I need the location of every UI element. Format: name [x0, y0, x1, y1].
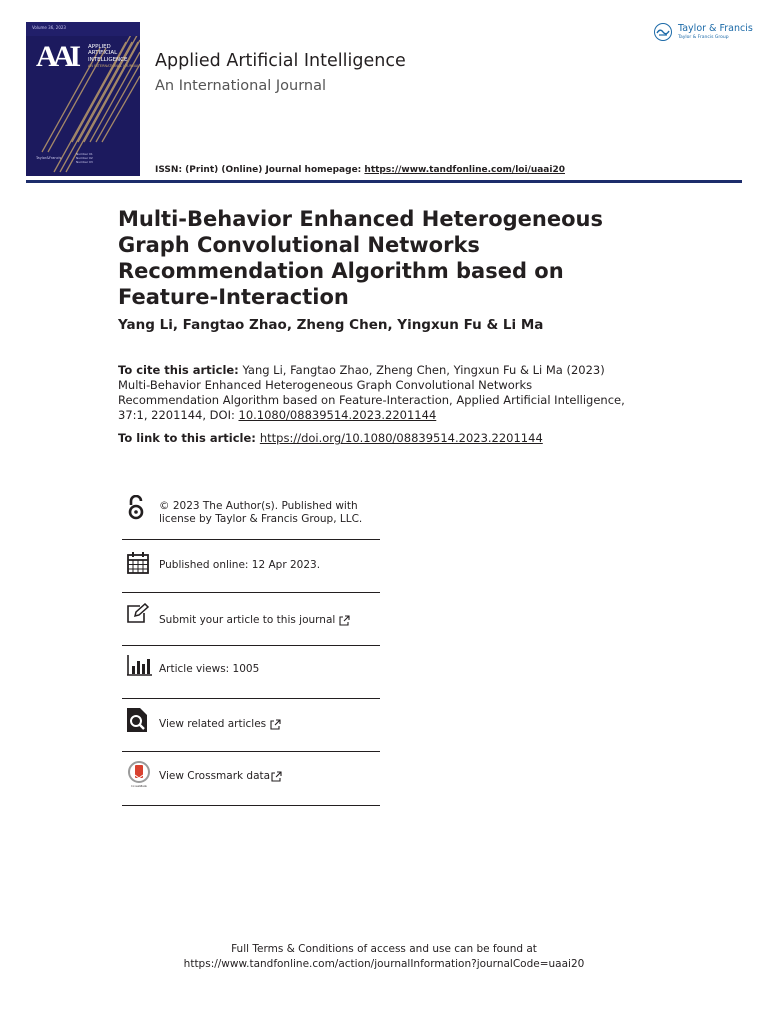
license-row [122, 487, 380, 540]
article-authors: Yang Li, Fangtao Zhao, Zheng Chen, Yingxun Fu & Li Ma [118, 317, 544, 333]
journal-subtitle: An International Journal [155, 78, 327, 94]
license-text: © 2023 The Author(s). Published with license by Taylor & Francis Group, LLC. [159, 500, 363, 525]
journal-cover-image [26, 22, 140, 176]
bar-chart-icon [126, 655, 152, 681]
article-views-text: Article views: 1005 [159, 663, 260, 675]
publisher-logo[interactable] [654, 22, 753, 46]
cover-journal-logo [36, 40, 140, 74]
open-access-icon [126, 495, 146, 525]
journal-title: Applied Artificial Intelligence [155, 51, 406, 71]
terms-line-1: Full Terms & Conditions of access and use can be found at [231, 943, 537, 955]
publisher-group: Taylor & Francis Group [678, 35, 729, 40]
external-link-icon [270, 719, 281, 730]
external-link-icon [339, 615, 350, 626]
journal-homepage-link[interactable]: https://www.tandfonline.com/loi/uaai20 [364, 165, 565, 175]
terms-footer [0, 942, 768, 972]
cite-label: To cite this article: [118, 363, 239, 377]
cover-top-strip [26, 22, 140, 36]
published-row [122, 540, 380, 593]
citation-block [118, 363, 628, 423]
issn-line [155, 165, 565, 175]
crossmark-icon [126, 761, 152, 793]
submit-article-link[interactable]: Submit your article to this journal [159, 614, 350, 627]
cover-publisher-mark: Taylor&Francis [36, 156, 62, 160]
crossmark-row[interactable] [122, 752, 380, 806]
publisher-logo-icon [654, 23, 672, 41]
related-articles-link[interactable]: View related articles [159, 718, 281, 731]
crossmark-link[interactable]: View Crossmark data [159, 770, 282, 783]
article-info-list [122, 487, 380, 806]
publisher-name: Taylor & Francis [678, 23, 753, 34]
cite-text: Yang Li, Fangtao Zhao, Zheng Chen, Yingxun Fu & Li Ma (2023) Multi-Behavior Enhanced Heterogeneous Graph Convolutional Networks Recommendation Algorithm based on Feature-Interaction, Applied Artificial Intelligence, 37:1, 2201144, DOI: [118, 363, 625, 422]
issn-text: ISSN: (Print) (Online) Journal homepage: [155, 165, 365, 175]
edit-icon [126, 603, 150, 629]
header-divider [26, 180, 742, 183]
related-row[interactable] [122, 699, 380, 752]
external-link-icon [271, 771, 282, 782]
link-label: To link to this article: [118, 431, 260, 445]
cover-logo-letters: AAI [36, 40, 77, 73]
related-articles-icon [126, 707, 148, 737]
published-date-text: Published online: 12 Apr 2023. [159, 559, 321, 571]
cover-logo-words: APPLIED ARTIFICIAL INTELLIGENCE AN INTERNATIONAL JOURNAL [88, 44, 140, 68]
doi-link[interactable]: 10.1080/08839514.2023.2201144 [238, 408, 437, 422]
article-doi-url[interactable]: https://doi.org/10.1080/08839514.2023.2201144 [259, 431, 543, 445]
calendar-icon [126, 551, 150, 579]
crossmark-logo-text: CrossMark [131, 784, 147, 788]
article-title: Multi-Behavior Enhanced Heterogeneous Graph Convolutional Networks Recommendation Algorithm based on Feature-Interaction [118, 207, 603, 309]
cover-volume-text: Volume 36, 2023 [32, 25, 66, 30]
views-row [122, 646, 380, 699]
article-link-line [118, 431, 543, 445]
cover-issue-list: Number 01 Number 02 Number 03 [76, 152, 93, 164]
submit-row[interactable] [122, 593, 380, 646]
terms-url[interactable]: https://www.tandfonline.com/action/journalInformation?journalCode=uaai20 [183, 958, 585, 970]
